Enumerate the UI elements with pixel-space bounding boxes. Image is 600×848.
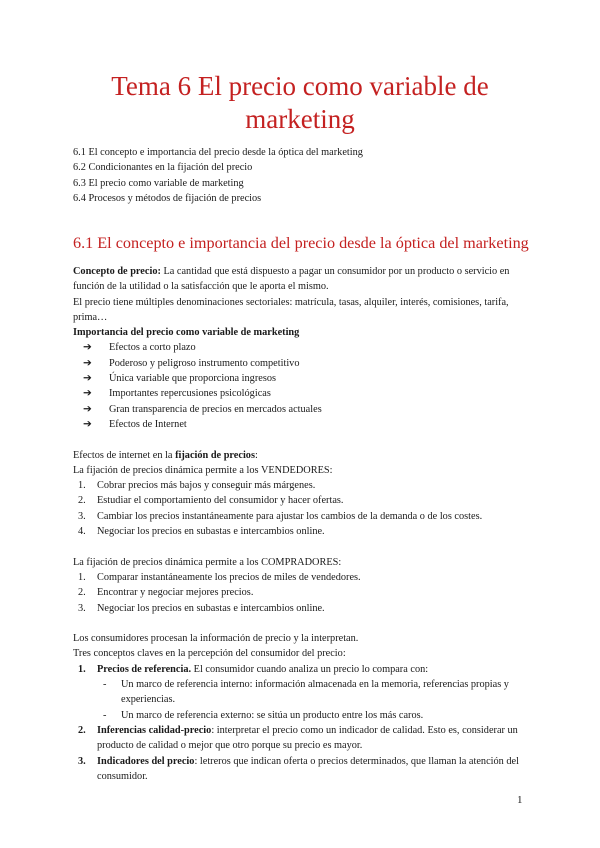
sub-item-text: Un marco de referencia interno: información almacenada en la memoria, referencias propias y experiencias.: [121, 679, 509, 706]
list-item-text: Estudiar el comportamiento del consumidor y hacer ofertas.: [97, 495, 344, 507]
item-label: Indicadores del precio: [97, 755, 195, 767]
list-item: 1. Cobrar precios más bajos y conseguir más márgenes.: [78, 480, 316, 492]
list-item-text: Cambiar los precios instantáneamente para ajustar los cambios de la demanda o de los costes.: [97, 510, 483, 522]
sellers-list: [73, 478, 533, 539]
list-item: [73, 402, 533, 417]
toc-item: 6.1 El concepto e importancia del precio desde la óptica del marketing: [73, 147, 363, 158]
spacer: [73, 616, 533, 631]
list-item: 3. Negociar los precios en subastas e intercambios online.: [78, 602, 325, 614]
perception-list: [73, 662, 533, 784]
arrow-icon: ➔: [83, 373, 92, 385]
list-item-text: Poderoso y peligroso instrumento competitivo: [109, 357, 300, 369]
importance-heading-text: Importancia del precio como variable de marketing: [73, 327, 300, 339]
importance-heading: [73, 325, 533, 340]
section-body: [73, 264, 533, 784]
list-item-text: Gran transparencia de precios en mercados actuales: [109, 403, 322, 415]
sellers-intro: La fijación de precios dinámica permite a los VENDEDORES:: [73, 464, 333, 476]
section-heading: 6.1 El concepto e importancia del precio desde la óptica del marketing: [73, 234, 529, 252]
list-item-text: Negociar los precios en subastas e intercambios online.: [97, 526, 325, 538]
list-item: 1. Precios de referencia. El consumidor cuando analiza un precio lo compara con: - Un marco de referencia interno: información almacenada en la memoria, referencias propias y experiencias. - Un marco de referencia externo: se sitúa un producto entre los más caros.: [73, 662, 533, 723]
denominations-paragraph: El precio tiene múltiples denominaciones sectoriales: matrícula, tasas, alquiler, interés, comisiones, tarifa, prima…: [73, 296, 509, 323]
toc-item: 6.4 Procesos y métodos de fijación de precios: [73, 192, 262, 204]
item-text: El consumidor cuando analiza un precio lo compara con:: [191, 663, 429, 675]
list-item: 1. Comparar instantáneamente los precios de miles de vendedores.: [78, 571, 361, 583]
list-item: [73, 371, 533, 386]
item-text: : interpretar el precio como un indicador de calidad. Esto es, considerar un producto de calidad o mejor que otro porque su precio es mayor.: [97, 724, 518, 752]
item-label: Inferencias calidad-precio: [97, 724, 212, 736]
page-number: 1: [517, 794, 523, 806]
arrow-icon: ➔: [83, 403, 92, 415]
toc-item: 6.3 El precio como variable de marketing: [73, 177, 244, 189]
buyers-intro: La fijación de precios dinámica permite a los COMPRADORES:: [73, 556, 342, 568]
list-item: 2. Estudiar el comportamiento del consumidor y hacer ofertas.: [78, 495, 344, 507]
buyers-list: [73, 570, 533, 616]
list-item: 3. Cambiar los precios instantáneamente para ajustar los cambios de la demanda o de los costes.: [78, 510, 483, 522]
table-of-contents: [73, 145, 363, 206]
arrow-icon: ➔: [83, 388, 92, 400]
list-item: 2. Encontrar y negociar mejores precios.: [78, 587, 254, 599]
spacer: [73, 432, 533, 447]
list-item: [73, 356, 533, 371]
importance-list: [73, 340, 533, 432]
internet-intro-suffix: :: [254, 449, 258, 461]
list-item: 2. Inferencias calidad-precio: interpretar el precio como un indicador de calidad. Esto es, considerar un producto de calidad o mejor que otro porque su precio es mayor.: [78, 724, 518, 752]
item-text: : letreros que indican oferta o precios determinados, que llaman la atención del consumidor.: [97, 755, 519, 782]
list-item: [73, 417, 533, 432]
sub-item-text: Un marco de referencia externo: se sitúa un producto entre los más caros.: [121, 709, 424, 721]
sub-item: - Un marco de referencia interno: información almacenada en la memoria, referencias propias y experiencias.: [103, 679, 509, 706]
internet-intro: [73, 448, 533, 463]
arrow-icon: ➔: [83, 418, 92, 430]
perception-line: Tres conceptos claves en la percepción del consumidor del precio:: [73, 648, 346, 660]
toc-item: 6.2 Condicionantes en la fijación del precio: [73, 162, 253, 174]
spacer: [73, 539, 533, 554]
list-item-text: Efectos de Internet: [109, 418, 187, 430]
list-item-text: Única variable que proporciona ingresos: [109, 373, 276, 385]
list-item: 3. Indicadores del precio: letreros que indican oferta o precios determinados, que llaman la atención del consumidor.: [78, 755, 519, 782]
concept-paragraph: [73, 264, 533, 295]
list-item-text: Encontrar y negociar mejores precios.: [97, 587, 254, 599]
document-title: Tema 6 El precio como variable de marketing: [111, 71, 489, 134]
arrow-icon: ➔: [83, 342, 92, 354]
sub-list: [73, 677, 533, 723]
list-item-text: Comparar instantáneamente los precios de miles de vendedores.: [97, 571, 361, 583]
arrow-icon: ➔: [83, 357, 92, 369]
list-item: [73, 340, 533, 355]
list-item: [73, 386, 533, 401]
list-item-text: Efectos a corto plazo: [109, 342, 196, 354]
sub-item: - Un marco de referencia externo: se sitúa un producto entre los más caros.: [103, 709, 424, 721]
internet-intro-prefix: Efectos de internet en la: [73, 449, 176, 461]
internet-intro-bold: fijación de precios: [175, 449, 255, 461]
list-item-text: Negociar los precios en subastas e intercambios online.: [97, 602, 325, 614]
list-item-text: Importantes repercusiones psicológicas: [109, 388, 271, 400]
concept-label: Concepto de precio:: [73, 266, 161, 277]
perception-line: Los consumidores procesan la información de precio y la interpretan.: [73, 633, 359, 645]
list-item: 4. Negociar los precios en subastas e intercambios online.: [78, 526, 325, 538]
concept-text: La cantidad que está dispuesto a pagar un consumidor por un producto o servicio en función de la utilidad o la satisfacción que le aporta el mismo.: [73, 266, 510, 293]
item-label: Precios de referencia.: [97, 663, 192, 675]
list-item-text: Cobrar precios más bajos y conseguir más márgenes.: [97, 480, 316, 492]
